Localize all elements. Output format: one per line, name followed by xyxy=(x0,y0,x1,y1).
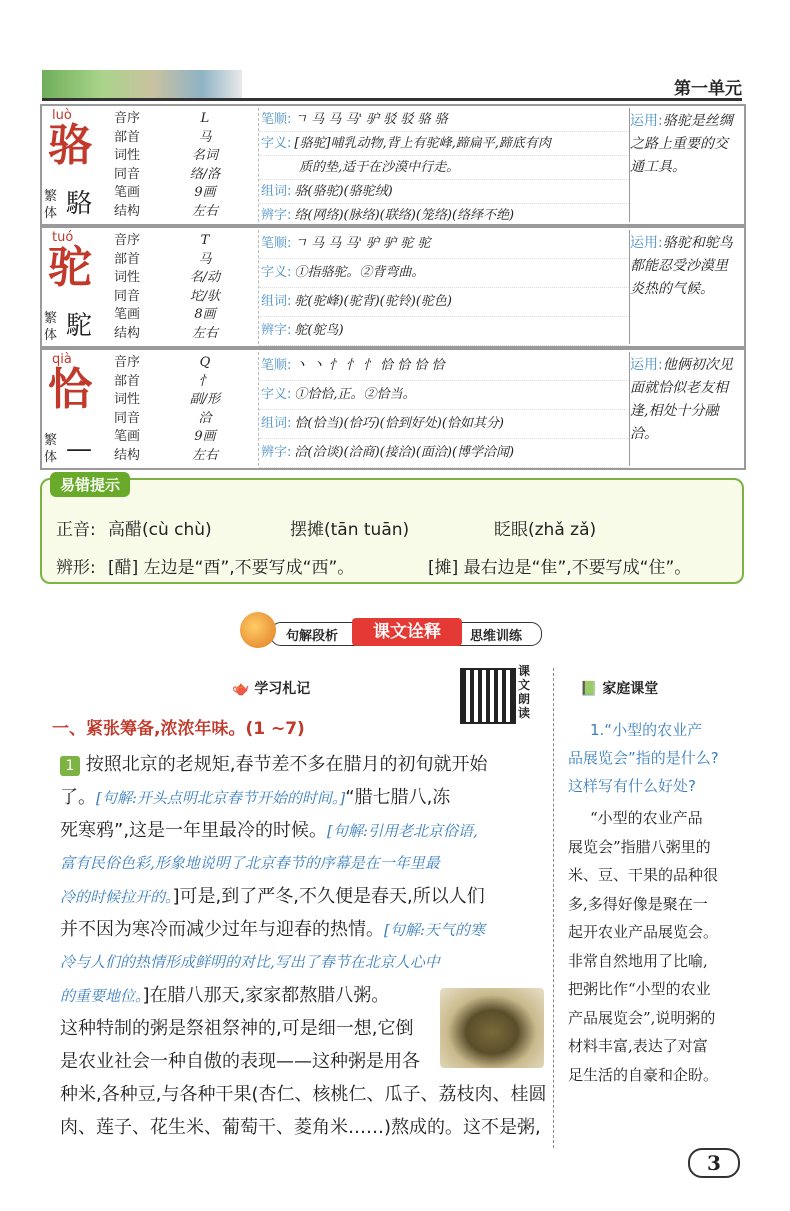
detail-key: 辨字: xyxy=(261,323,292,338)
page-number: 3 xyxy=(688,1148,740,1178)
answer xyxy=(568,804,748,1089)
bianxing-label: 辨形: xyxy=(56,558,96,578)
section-heading: 一、紧张筹备,浓浓年味。(1 ~7) xyxy=(52,719,305,739)
text-line: ]在腊八那天,家家都熬腊八粥。 xyxy=(142,985,390,1006)
attr-value: 9画 xyxy=(194,429,216,444)
char-card-tuo xyxy=(40,226,746,348)
text-line xyxy=(60,781,450,815)
text-line: 按照北京的老规矩,春节差不多在腊月的初旬就开始 xyxy=(85,754,488,775)
attr-key: 部首 xyxy=(114,373,141,389)
attr-value: L xyxy=(200,111,210,126)
detail-value: 恰(恰当)(恰巧)(恰到好处)(恰如其分) xyxy=(294,416,504,431)
detail-value: 质的垫,适于在沙漠中行走。 xyxy=(299,160,460,175)
book-icon: 📗 xyxy=(580,681,598,697)
text-line: 了。 xyxy=(60,787,96,808)
fanti-label: 繁体 xyxy=(44,433,58,465)
char-column xyxy=(42,106,110,224)
answer-line: 足生活的自豪和企盼。 xyxy=(568,1065,719,1084)
char-card-luo xyxy=(40,104,746,226)
unit-title: 第一单元 xyxy=(674,79,742,99)
answer-line: 材料丰富,表达了对富 xyxy=(568,1037,708,1055)
zhengyin-pinyin: (tān tuān) xyxy=(324,520,410,540)
detail-row xyxy=(259,381,629,410)
answer-line: 产品展览会”,说明粥的 xyxy=(568,1008,716,1027)
detail-row xyxy=(259,352,629,381)
detail-row xyxy=(259,180,629,204)
attr-value: 左右 xyxy=(191,447,218,463)
char-pinyin: tuó xyxy=(52,230,74,245)
detail-key: 字义: xyxy=(261,136,292,151)
annotation: [句解:引用老北京俗语, xyxy=(327,822,478,840)
text-line xyxy=(60,748,487,781)
text-line xyxy=(60,979,389,1013)
fanti-label: 繁体 xyxy=(44,189,58,221)
family-class-label: 家庭课堂 xyxy=(602,681,659,697)
attr-row xyxy=(114,373,254,392)
usage-text: 骆驼和鸵鸟都能忍受沙漠里炎热的气候。 xyxy=(630,235,733,297)
error-tips-tag: 易错提示 xyxy=(50,472,130,497)
study-notes-label: 学习札记 xyxy=(254,681,311,697)
attr-value: 8画 xyxy=(194,307,216,322)
attr-value: 左右 xyxy=(191,325,218,341)
teapot-icon: 🫖 xyxy=(232,681,250,697)
detail-row xyxy=(259,439,629,468)
detail-value: [骆驼]哺乳动物,背上有驼峰,蹄扁平,蹄底有肉 xyxy=(294,136,551,151)
detail-key: 辨字: xyxy=(261,208,292,223)
attr-key: 同音 xyxy=(114,288,141,304)
detail-row xyxy=(259,410,629,439)
usage-text: 骆驼是丝绸之路上重要的交通工具。 xyxy=(630,113,733,175)
char-attributes xyxy=(114,354,254,465)
annotation: [句解:开头点明北京春节开始的时间。] xyxy=(96,789,346,807)
attr-key: 同音 xyxy=(114,410,141,426)
fanti-char: 駱 xyxy=(66,189,93,219)
attr-key: 部首 xyxy=(114,129,141,145)
attr-key: 笔画 xyxy=(114,185,141,200)
detail-value: ㄱ 马 马 马' 驴 驴 驼 驼 xyxy=(294,236,431,251)
fanti-char: 駝 xyxy=(66,311,93,341)
question xyxy=(568,716,748,800)
attr-value: 9画 xyxy=(194,185,216,200)
detail-row xyxy=(259,156,629,180)
header-rule xyxy=(42,98,742,101)
attr-key: 音序 xyxy=(114,111,141,126)
attr-key: 音序 xyxy=(114,355,141,370)
attr-value: 名词 xyxy=(191,148,218,163)
attr-row xyxy=(114,251,254,270)
usage-label: 运用: xyxy=(630,235,663,251)
answer-line: 把粥比作“小型的农业 xyxy=(568,980,711,998)
zhengyin-pinyin: (zhǎ zǎ) xyxy=(528,520,597,540)
zhengyin-word: 高醋 xyxy=(108,520,142,540)
zhengyin-pinyin: (cù chù) xyxy=(142,520,212,540)
text-line: 这种特制的粥是祭祖祭神的,可是细一想,它倒 xyxy=(60,1018,414,1039)
attr-row xyxy=(114,232,254,251)
attr-row xyxy=(114,325,254,344)
attr-row xyxy=(114,269,254,288)
usage-text: 他俩初次见面就恰似老友相逢,相处十分融洽。 xyxy=(630,357,733,442)
fanti-label: 繁体 xyxy=(44,311,58,343)
attr-row xyxy=(114,354,254,373)
question-line: 品展览会”指的是什么? xyxy=(568,749,719,767)
annotation-line: 富有民俗色彩,形象地说明了北京春节的序幕是在一年里最 xyxy=(60,854,440,872)
attr-value: 马 xyxy=(198,129,212,145)
char-details xyxy=(258,108,630,222)
detail-row xyxy=(259,132,629,156)
banner-right-label: 思维训练 xyxy=(470,629,523,644)
zhengyin-item xyxy=(494,515,596,540)
detail-value: 络(网络)(脉络)(联络)(笼络)(络绎不绝) xyxy=(294,208,515,223)
char-details xyxy=(258,352,630,466)
detail-value: ①恰恰,正。②恰当。 xyxy=(294,387,416,402)
attr-value: 左右 xyxy=(191,203,218,219)
char-pinyin: qià xyxy=(52,352,72,367)
usage-example xyxy=(630,110,740,179)
banner-title: 课文诠释 xyxy=(352,618,462,646)
char-pinyin: luò xyxy=(52,108,72,123)
detail-value: 洽(洽谈)(洽商)(接洽)(面洽)(博学洽闻) xyxy=(294,445,515,460)
detail-row xyxy=(259,204,629,228)
column-divider xyxy=(553,668,554,1148)
attr-row xyxy=(114,110,254,129)
attr-row xyxy=(114,129,254,148)
attr-value: 忄 xyxy=(198,373,212,389)
detail-value: 驼(驼峰)(驼背)(驼铃)(驼色) xyxy=(294,294,452,309)
annotation-line: 冷与人们的热情形成鲜明的对比,写出了春节在北京人心中 xyxy=(60,953,440,971)
detail-value: 骆(骆驼)(骆驼绒) xyxy=(294,184,393,199)
attr-key: 部首 xyxy=(114,251,141,267)
text-line: 是农业社会一种自傲的表现——这种粥是用各 xyxy=(60,1051,420,1072)
attr-key: 词性 xyxy=(114,392,141,407)
header-photo-strip xyxy=(42,70,242,98)
zhengyin-word: 眨眼 xyxy=(494,520,528,540)
text-line: ]可是,到了严冬,不久便是春天,所以人们 xyxy=(172,886,485,907)
quote: “腊七腊八,冻 xyxy=(345,787,451,808)
char-main: 恰 xyxy=(48,364,92,415)
answer-line: 起开农业产品展览会。 xyxy=(568,923,719,941)
answer-line: 非常自然地用了比喻, xyxy=(568,951,708,970)
study-notes-header xyxy=(232,678,310,698)
bianxing-2: [摊] 最右边是“隹”,不要写成“住”。 xyxy=(428,558,692,578)
detail-key: 笔顺: xyxy=(261,236,292,251)
attr-value: 络/洛 xyxy=(189,166,221,182)
bianxing-1: [醋] 左边是“酉”,不要写成“西”。 xyxy=(108,558,355,578)
detail-key: 字义: xyxy=(261,387,292,402)
answer-line: 多,多得好像是聚在一 xyxy=(568,894,708,913)
answer-line: “小型的农业产品 xyxy=(590,809,703,827)
attr-key: 同音 xyxy=(114,166,141,182)
detail-value: ㄱ 马 马 马' 驴 驳 驳 骆 骆 xyxy=(294,112,448,127)
family-class-header xyxy=(580,678,658,698)
attr-row xyxy=(114,166,254,185)
qr-label: 课文朗读 xyxy=(518,664,531,720)
attr-value: 名/动 xyxy=(189,270,221,285)
char-column xyxy=(42,228,110,346)
detail-key: 笔顺: xyxy=(261,112,292,127)
attr-key: 音序 xyxy=(114,233,141,248)
text-line xyxy=(60,913,485,947)
attr-key: 笔画 xyxy=(114,429,141,444)
attr-key: 结构 xyxy=(114,325,141,341)
detail-key: 辨字: xyxy=(261,445,292,460)
text-line xyxy=(60,880,485,914)
zhengyin-label: 正音: xyxy=(56,520,96,540)
char-main: 驼 xyxy=(48,242,92,293)
attr-row xyxy=(114,447,254,466)
zhengyin-item xyxy=(290,515,409,540)
porridge-photo xyxy=(440,988,544,1068)
text-line xyxy=(60,814,478,848)
detail-value: 丶 丶 忄 忄 忄 恰 恰 恰 恰 xyxy=(294,358,445,373)
attr-value: 洽 xyxy=(198,410,212,426)
char-details xyxy=(258,230,630,344)
detail-value: ①指骆驼。②背弯曲。 xyxy=(294,265,425,280)
question-line: 这样写有什么好处? xyxy=(568,777,696,795)
detail-key: 组词: xyxy=(261,294,292,309)
attr-key: 结构 xyxy=(114,447,141,463)
attr-value: 副/形 xyxy=(189,392,221,407)
detail-row xyxy=(259,108,629,132)
attr-key: 笔画 xyxy=(114,307,141,322)
annotation: [句解:天气的寒 xyxy=(384,921,485,939)
qr-code-icon[interactable] xyxy=(460,668,516,724)
detail-row xyxy=(259,259,629,288)
usage-label: 运用: xyxy=(630,357,663,373)
text-line: 死寒鸦”,这是一年里最冷的时候。 xyxy=(60,820,328,841)
detail-row xyxy=(259,288,629,317)
detail-row xyxy=(259,317,629,346)
char-attributes xyxy=(114,110,254,221)
banner-left-label: 句解段析 xyxy=(286,629,339,644)
answer-line: 展览会”指腊八粥里的 xyxy=(568,837,711,856)
text-line: 并不因为寒冷而减少过年与迎春的热情。 xyxy=(60,919,384,940)
attr-row xyxy=(114,410,254,429)
attr-row xyxy=(114,306,254,325)
fanti-char: — xyxy=(66,434,92,464)
attr-value: T xyxy=(200,233,210,248)
answer-line: 米、豆、干果的品种很 xyxy=(568,866,719,884)
detail-key: 组词: xyxy=(261,416,292,431)
detail-row xyxy=(259,230,629,259)
annotation: 的重要地位。 xyxy=(60,987,143,1005)
char-card-qia xyxy=(40,348,746,470)
usage-label: 运用: xyxy=(630,113,663,129)
question-line: 1.“小型的农业产 xyxy=(590,721,703,739)
attr-row xyxy=(114,288,254,307)
detail-key: 字义: xyxy=(261,265,292,280)
annotation: 冷的时候拉开的。 xyxy=(60,888,173,906)
zhengyin-item xyxy=(108,515,212,540)
detail-key: 组词: xyxy=(261,184,292,199)
attr-row xyxy=(114,184,254,203)
text-line: 肉、莲子、花生米、葡萄干、菱角米……)熬成的。这不是粥, xyxy=(60,1117,541,1138)
attr-row xyxy=(114,428,254,447)
attr-value: Q xyxy=(199,355,211,370)
detail-key: 笔顺: xyxy=(261,358,292,373)
mascot-icon xyxy=(240,612,276,648)
text-line: 种米,各种豆,与各种干果(杏仁、核桃仁、瓜子、荔枝肉、桂圆 xyxy=(60,1084,547,1105)
attr-key: 词性 xyxy=(114,270,141,285)
attr-value: 坨/驮 xyxy=(189,288,221,304)
attr-row xyxy=(114,203,254,222)
zhengyin-word: 摆摊 xyxy=(290,520,324,540)
char-main: 骆 xyxy=(48,120,92,171)
attr-key: 结构 xyxy=(114,203,141,219)
attr-key: 词性 xyxy=(114,148,141,163)
usage-example xyxy=(630,354,740,446)
paragraph-number: 1 xyxy=(60,756,80,776)
detail-value: 鸵(鸵鸟) xyxy=(294,323,344,338)
attr-row xyxy=(114,147,254,166)
char-column xyxy=(42,350,110,468)
attr-row xyxy=(114,391,254,410)
usage-example xyxy=(630,232,740,301)
char-attributes xyxy=(114,232,254,343)
attr-value: 马 xyxy=(198,251,212,267)
